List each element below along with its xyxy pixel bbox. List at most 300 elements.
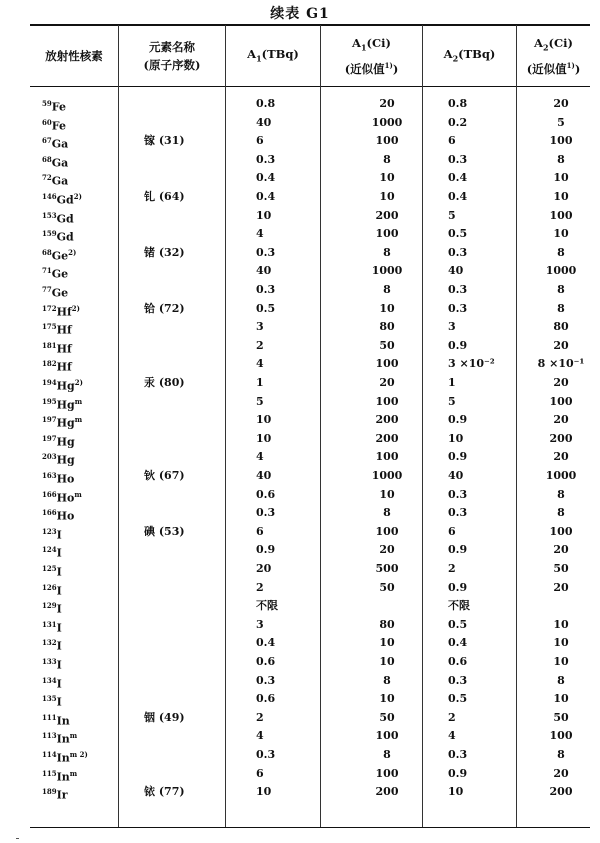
- a1-tbq-cell: 0.3: [256, 283, 276, 296]
- mass-number: 189: [42, 787, 57, 797]
- a2-ci-cell: 20: [553, 766, 569, 780]
- a1-ci-cell: 8: [383, 283, 391, 296]
- a2-ci-cell: 10: [553, 171, 569, 185]
- table-row: [30, 690, 590, 709]
- header-a2-tbq-label: $A_2(TBq)$: [443, 46, 496, 64]
- nuclide-cell: [42, 262, 68, 281]
- a1-tbq-cell: 2: [256, 580, 264, 594]
- element-name-cell: 汞 (80): [144, 376, 185, 389]
- nuclide-suffix: m: [69, 768, 78, 778]
- mass-number: 153: [42, 210, 57, 220]
- mass-number: 123: [42, 526, 57, 536]
- a2-tbq-cell: 1: [448, 376, 456, 389]
- a1-ci-cell: 20: [379, 376, 395, 389]
- a2-tbq-cell: 0.5: [448, 692, 468, 706]
- nuclide-cell: [42, 672, 62, 691]
- a2-tbq-cell: 不限: [448, 599, 470, 613]
- nuclide-cell: [42, 486, 82, 505]
- a2-ci-cell: 8: [557, 245, 565, 259]
- a1-ci-cell: 1000: [371, 469, 403, 482]
- header-a1-ci-approx: (近似值$^{1)}$): [344, 60, 399, 76]
- element-symbol: Gd: [56, 193, 74, 207]
- a2-tbq-cell: 5: [448, 208, 456, 222]
- element-symbol: Ir: [56, 788, 68, 802]
- a1-ci-cell: 50: [379, 710, 395, 724]
- table-row: [30, 300, 590, 319]
- a2-tbq-cell: 2: [448, 562, 456, 575]
- mass-number: 166: [42, 508, 57, 518]
- bottom-rule: [30, 827, 590, 828]
- element-symbol: In: [56, 714, 70, 728]
- a1-ci-cell: 8: [383, 152, 391, 166]
- a2-tbq-cell: 0.5: [448, 617, 468, 631]
- table-row: [30, 430, 590, 449]
- header-a2-tbq: [423, 26, 516, 86]
- mass-number: 133: [42, 657, 57, 666]
- a2-tbq-cell: 0.8: [448, 97, 468, 110]
- element-name-cell: 铱 (77): [144, 785, 185, 799]
- a2-ci-cell: 20: [553, 413, 569, 427]
- element-symbol: I: [56, 547, 62, 561]
- a2-ci-cell: 10: [553, 692, 569, 706]
- element-symbol: Ho: [56, 472, 75, 486]
- a1-tbq-cell: 5: [256, 394, 264, 408]
- nuclide-cell: [42, 560, 62, 579]
- header-rule: [30, 86, 590, 87]
- header-a2-ci-label: $A_2(Ci)$: [534, 36, 573, 53]
- a1-ci-cell: 100: [375, 524, 399, 538]
- a1-ci-cell: 8: [383, 748, 391, 761]
- nuclide-cell: [42, 225, 74, 244]
- mass-number: 166: [42, 489, 57, 499]
- mass-number: 71: [42, 266, 52, 276]
- a2-ci-cell: 20: [553, 450, 569, 464]
- nuclide-cell: [42, 188, 82, 207]
- table-row: [30, 114, 590, 133]
- mass-number: 114: [42, 750, 57, 759]
- a2-ci-cell: 20: [553, 543, 569, 557]
- table-row: [30, 244, 590, 263]
- element-symbol: Fe: [51, 100, 66, 114]
- a1-tbq-cell: 0.4: [256, 190, 276, 203]
- element-symbol: Hf: [56, 342, 72, 356]
- element-symbol: I: [56, 677, 62, 691]
- nuclide-suffix: 2): [73, 192, 82, 201]
- mass-number: 146: [42, 192, 57, 201]
- table-row: [30, 169, 590, 188]
- a2-ci-cell: 100: [549, 524, 573, 538]
- header-a1-ci: [321, 26, 422, 86]
- a1-tbq-cell: 0.9: [256, 543, 276, 557]
- a1-tbq-cell: 4: [256, 729, 264, 743]
- element-symbol: Hg: [56, 454, 75, 468]
- a1-ci-cell: 10: [379, 487, 395, 501]
- a2-tbq-cell: 10: [448, 431, 464, 445]
- element-symbol: I: [56, 565, 62, 579]
- element-symbol: Gd: [56, 230, 74, 244]
- a2-tbq-cell: 0.9: [448, 338, 468, 352]
- nuclide-cell: [42, 95, 66, 114]
- a2-tbq-cell: 0.2: [448, 115, 468, 129]
- table-row: [30, 616, 590, 635]
- a2-ci-cell: 8: [557, 152, 565, 166]
- nuclide-cell: [42, 653, 62, 672]
- a1-tbq-cell: 0.6: [256, 487, 276, 501]
- table-row: [30, 318, 590, 337]
- mass-number: 124: [42, 545, 57, 555]
- nuclide-suffix: m: [74, 489, 82, 499]
- a1-tbq-cell: 40: [256, 469, 272, 482]
- a2-ci-cell: [533, 597, 589, 616]
- a1-ci-cell: 100: [375, 227, 399, 241]
- element-symbol: Hf: [56, 323, 72, 337]
- a2-tbq-cell: 0.4: [448, 190, 468, 203]
- nuclide-cell: [42, 709, 70, 728]
- mass-number: 111: [42, 712, 57, 722]
- a2-ci-cell: 50: [553, 562, 569, 575]
- a2-ci-cell: 8 ×10⁻¹: [537, 357, 585, 371]
- a1-tbq-cell: 6: [256, 766, 264, 780]
- table-row: [30, 337, 590, 356]
- a2-ci-cell: 5: [557, 115, 565, 129]
- a1-ci-cell: 50: [379, 580, 395, 594]
- a2-ci-cell: 10: [553, 617, 569, 631]
- table-row: [30, 374, 590, 393]
- a2-tbq-cell: 6: [448, 524, 456, 538]
- mass-number: 135: [42, 694, 57, 704]
- element-symbol: Ga: [51, 137, 69, 151]
- a2-tbq-cell: 0.4: [448, 171, 468, 185]
- a2-ci-cell: 100: [549, 394, 573, 408]
- a1-tbq-cell: 1: [256, 376, 264, 389]
- a1-tbq-cell: 0.6: [256, 655, 276, 668]
- table-row: [30, 783, 590, 802]
- a2-ci-cell: 8: [557, 673, 565, 687]
- mass-number: 68: [42, 154, 52, 164]
- mass-number: 129: [42, 601, 57, 611]
- a2-ci-cell: 50: [553, 710, 569, 724]
- table-row: [30, 448, 590, 467]
- nuclide-cell: [42, 207, 74, 226]
- table-row: [30, 262, 590, 281]
- element-name-cell: 镓 (31): [144, 134, 185, 148]
- a1-ci-cell: 10: [379, 190, 395, 203]
- a1-ci-cell: 1000: [371, 264, 403, 278]
- table-row: [30, 486, 590, 505]
- mass-number: 163: [42, 471, 57, 480]
- a1-ci-cell: 10: [379, 636, 395, 650]
- a2-ci-cell: 20: [553, 376, 569, 389]
- element-name-cell: 铟 (49): [144, 710, 185, 724]
- a1-ci-cell: 200: [375, 208, 399, 222]
- table-row: [30, 151, 590, 170]
- nuclide-cell: [42, 746, 88, 765]
- header-a1-tbq: [226, 26, 320, 86]
- a2-tbq-cell: 0.5: [448, 227, 468, 241]
- nuclide-cell: [42, 579, 62, 598]
- a2-tbq-cell: 3 ×10⁻²: [448, 357, 495, 371]
- a2-tbq-cell: 0.3: [448, 748, 468, 761]
- table-row: [30, 188, 590, 207]
- nuclide-cell: [42, 634, 62, 653]
- header-a2-ci-approx: (近似值$^{1)}$): [526, 60, 581, 76]
- a1-tbq-cell: 40: [256, 115, 272, 129]
- table-row: [30, 746, 590, 765]
- a1-tbq-cell: 2: [256, 710, 264, 724]
- a1-tbq-cell: 10: [256, 208, 272, 222]
- element-symbol: I: [56, 640, 62, 654]
- a1-ci-cell: 200: [375, 785, 399, 799]
- element-symbol: I: [56, 695, 62, 709]
- mass-number: 113: [42, 731, 57, 741]
- element-symbol: Fe: [51, 119, 66, 133]
- nuclide-suffix: 2): [71, 303, 80, 313]
- element-symbol: Hf: [56, 361, 72, 375]
- element-name-cell: 钬 (67): [144, 469, 185, 482]
- mass-number: 182: [42, 359, 57, 369]
- a1-tbq-cell: 4: [256, 227, 264, 241]
- element-symbol: Hf: [56, 305, 72, 319]
- mass-number: 159: [42, 229, 57, 239]
- a1-tbq-cell: 0.3: [256, 748, 276, 761]
- a1-tbq-cell: 20: [256, 562, 272, 575]
- element-symbol: In: [56, 733, 70, 747]
- a2-tbq-cell: 0.3: [448, 245, 468, 259]
- element-name-cell: 碘 (53): [144, 524, 185, 538]
- mass-number: 131: [42, 619, 57, 629]
- a2-tbq-cell: 0.4: [448, 636, 468, 650]
- a2-ci-cell: 8: [557, 283, 565, 296]
- element-symbol: Ge: [51, 268, 69, 282]
- a1-tbq-cell: 10: [256, 785, 272, 799]
- nuclide-cell: [42, 411, 82, 430]
- a1-ci-cell: 80: [379, 320, 395, 334]
- nuclide-cell: [42, 374, 83, 393]
- a2-tbq-cell: 0.3: [448, 283, 468, 296]
- mass-number: 194: [42, 378, 57, 387]
- mass-number: 181: [42, 340, 57, 350]
- a2-tbq-cell: 0.9: [448, 450, 468, 464]
- a1-ci-cell: 500: [375, 562, 399, 575]
- header-nuclide-label: 放射性核素: [45, 49, 103, 63]
- table-title: 续表 G1: [270, 6, 330, 22]
- element-symbol: Gd: [56, 212, 74, 226]
- element-symbol: Ge: [51, 286, 69, 300]
- mass-number: 203: [42, 452, 57, 462]
- table-row: [30, 634, 590, 653]
- nuclide-cell: [42, 318, 72, 337]
- nuclide-cell: [42, 504, 74, 523]
- element-symbol: I: [56, 584, 62, 598]
- element-symbol: Hg: [56, 435, 75, 449]
- mass-number: 125: [42, 564, 57, 573]
- a2-ci-cell: 20: [553, 580, 569, 594]
- mass-number: 60: [42, 117, 52, 127]
- nuclide-suffix: 2): [74, 378, 83, 387]
- element-symbol: I: [56, 528, 62, 542]
- element-symbol: Hg: [56, 398, 75, 412]
- a2-tbq-cell: 4: [448, 729, 456, 743]
- nuclide-cell: [42, 355, 72, 374]
- mass-number: 172: [42, 303, 57, 313]
- a1-tbq-cell: 10: [256, 413, 272, 427]
- a1-tbq-cell: 6: [256, 134, 264, 148]
- a2-ci-cell: 20: [553, 338, 569, 352]
- a2-tbq-cell: 40: [448, 264, 464, 278]
- nuclide-cell: [42, 783, 68, 802]
- nuclide-cell: [42, 690, 62, 709]
- nuclide-cell: [42, 151, 68, 170]
- a2-ci-cell: 10: [553, 655, 569, 668]
- mass-number: 175: [42, 322, 57, 332]
- a1-tbq-cell: 40: [256, 264, 272, 278]
- header-a1-tbq-label: $A_1(TBq)$: [247, 46, 299, 64]
- a1-ci-cell: 10: [379, 301, 395, 315]
- nuclide-cell: [42, 523, 62, 542]
- a2-ci-cell: 80: [553, 320, 569, 334]
- element-symbol: In: [56, 751, 70, 765]
- a2-ci-cell: 1000: [545, 469, 577, 482]
- table-row: [30, 560, 590, 579]
- nuclide-cell: [42, 616, 62, 635]
- a1-tbq-cell: 0.4: [256, 171, 276, 185]
- a2-ci-cell: 200: [549, 431, 573, 445]
- element-symbol: Hg: [56, 379, 75, 393]
- a2-tbq-cell: 0.9: [448, 543, 468, 557]
- header-a2-ci: [517, 26, 590, 86]
- a1-tbq-cell: 0.4: [256, 636, 276, 650]
- mass-number: 115: [42, 768, 57, 778]
- nuclide-suffix: 2): [68, 247, 77, 257]
- table-row: [30, 727, 590, 746]
- a1-tbq-cell: 10: [256, 431, 272, 445]
- element-symbol: Ga: [51, 156, 69, 170]
- a2-ci-cell: 8: [557, 748, 565, 761]
- a2-ci-cell: 10: [553, 636, 569, 650]
- table-row: [30, 597, 590, 616]
- a1-tbq-cell: 0.3: [256, 152, 276, 166]
- a2-tbq-cell: 0.3: [448, 152, 468, 166]
- element-symbol: I: [56, 658, 62, 672]
- table-row: [30, 765, 590, 784]
- table-row: [30, 411, 590, 430]
- table-row: [30, 95, 590, 114]
- element-symbol: In: [56, 770, 70, 784]
- table-row: [30, 207, 590, 226]
- header-nuclide: [30, 26, 118, 86]
- nuclide-cell: [42, 430, 75, 449]
- header-element-line2: (原子序数): [143, 58, 201, 72]
- a2-tbq-cell: 10: [448, 785, 464, 799]
- nuclide-suffix: m: [74, 415, 83, 425]
- nuclide-cell: [42, 300, 80, 319]
- element-name-cell: 铪 (72): [144, 301, 185, 315]
- table-row: [30, 355, 590, 374]
- header-element: [119, 26, 225, 86]
- a2-tbq-cell: 6: [448, 134, 456, 148]
- a1-tbq-cell: 0.8: [256, 97, 276, 110]
- mass-number: 197: [42, 415, 57, 425]
- a1-ci-cell: 80: [379, 617, 395, 631]
- mass-number: 59: [42, 99, 52, 108]
- mass-number: 197: [42, 433, 57, 443]
- a2-tbq-cell: 0.6: [448, 655, 468, 668]
- nuclide-cell: [42, 448, 75, 467]
- a1-ci-cell: 20: [379, 543, 395, 557]
- a2-tbq-cell: 3: [448, 320, 456, 334]
- nuclide-cell: [42, 244, 76, 263]
- a2-ci-cell: 8: [557, 506, 565, 520]
- a1-ci-cell: 10: [379, 655, 395, 668]
- table-row: [30, 653, 590, 672]
- a2-tbq-cell: 0.9: [448, 766, 468, 780]
- a2-tbq-cell: 0.9: [448, 413, 468, 427]
- a1-ci-cell: 100: [375, 134, 399, 148]
- mass-number: 126: [42, 582, 57, 592]
- nuclide-cell: [42, 393, 82, 412]
- nuclide-suffix: m: [69, 731, 78, 741]
- a2-ci-cell: 100: [549, 729, 573, 743]
- a1-tbq-cell: 0.6: [256, 692, 276, 706]
- mass-number: 134: [42, 675, 57, 685]
- element-symbol: Ho: [56, 491, 75, 505]
- a2-ci-cell: 1000: [545, 264, 577, 278]
- a2-ci-cell: 200: [549, 785, 573, 799]
- a1-ci-cell: 10: [379, 171, 395, 185]
- a1-ci-cell: 8: [383, 506, 391, 520]
- table-row: [30, 281, 590, 300]
- nuclide-cell: [42, 727, 77, 746]
- a1-ci-cell: 200: [375, 413, 399, 427]
- element-name-cell: 锗 (32): [144, 245, 185, 259]
- mass-number: 72: [42, 173, 52, 183]
- table-row: [30, 504, 590, 523]
- element-symbol: Ho: [56, 509, 75, 523]
- a1-ci-cell: [347, 597, 427, 616]
- header-element-line1: 元素名称: [149, 40, 195, 54]
- a1-tbq-cell: 0.3: [256, 506, 276, 520]
- element-symbol: Hg: [56, 416, 75, 430]
- table-row: [30, 672, 590, 691]
- nuclide-cell: [42, 281, 68, 300]
- a2-tbq-cell: 0.3: [448, 301, 468, 315]
- a1-ci-cell: 100: [375, 394, 399, 408]
- nuclide-suffix: m: [74, 396, 83, 406]
- nuclide-cell: [42, 114, 66, 133]
- nuclide-cell: [42, 467, 74, 486]
- a1-tbq-cell: 2: [256, 338, 264, 352]
- nuclide-suffix: m 2): [69, 750, 88, 759]
- a1-tbq-cell: 4: [256, 450, 264, 464]
- a1-tbq-cell: 4: [256, 357, 264, 371]
- a1-tbq-cell: 3: [256, 320, 264, 334]
- nuclide-cell: [42, 169, 68, 188]
- a2-ci-cell: 10: [553, 227, 569, 241]
- a1-ci-cell: 100: [375, 766, 399, 780]
- a1-ci-cell: 200: [375, 431, 399, 445]
- a2-tbq-cell: 40: [448, 469, 464, 482]
- element-symbol: Ga: [51, 175, 69, 189]
- element-symbol: I: [56, 602, 62, 616]
- nuclide-cell: [42, 597, 62, 616]
- page-mark: [16, 838, 19, 839]
- element-name-cell: 钆 (64): [144, 190, 185, 203]
- a2-ci-cell: 100: [549, 134, 573, 148]
- table-row: [30, 393, 590, 412]
- nuclide-cell: [42, 337, 72, 356]
- a1-tbq-cell: 不限: [256, 599, 278, 613]
- a2-tbq-cell: 0.3: [448, 673, 468, 687]
